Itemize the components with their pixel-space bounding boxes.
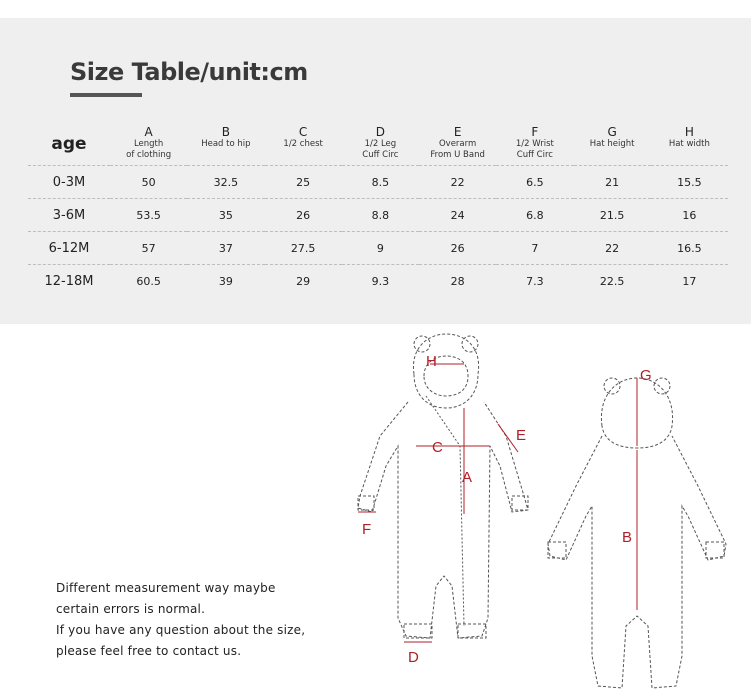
age-cell: 12-18M: [28, 265, 110, 298]
column-description: Hat height: [589, 139, 635, 149]
table-cell: 39: [187, 265, 264, 298]
column-header-h: [651, 123, 728, 166]
table-cell: 28: [419, 265, 496, 298]
column-code: E: [453, 125, 462, 139]
table-cell: 21.5: [574, 199, 651, 232]
table-cell: 7.3: [496, 265, 573, 298]
note-line: please feel free to contact us.: [56, 644, 242, 658]
table-cell: 6.8: [496, 199, 573, 232]
label-e: E: [516, 427, 527, 444]
column-description: Hat width: [668, 139, 710, 149]
label-b: B: [622, 529, 633, 546]
table-cell: 22.5: [574, 265, 651, 298]
table-header-row: [28, 123, 728, 166]
label-h: H: [426, 353, 437, 370]
column-header-c: [265, 123, 342, 166]
size-table: [28, 123, 728, 297]
measurement-labels: [362, 353, 652, 666]
age-cell: 3-6M: [28, 199, 110, 232]
table-cell: 27.5: [265, 232, 342, 265]
table-cell: 8.8: [342, 199, 419, 232]
table-cell: 16: [651, 199, 728, 232]
table-cell: 16.5: [651, 232, 728, 265]
table-row: [28, 265, 728, 298]
table-cell: 8.5: [342, 166, 419, 199]
note-line: If you have any question about the size,: [56, 623, 306, 637]
table-cell: 9: [342, 232, 419, 265]
table-cell: 22: [574, 232, 651, 265]
label-d: D: [408, 649, 419, 666]
table-cell: 26: [419, 232, 496, 265]
table-cell: 53.5: [110, 199, 187, 232]
column-code: G: [607, 125, 617, 139]
table-row: [28, 166, 728, 199]
table-row: [28, 232, 728, 265]
age-cell: 6-12M: [28, 232, 110, 265]
column-header-b: [187, 123, 264, 166]
table-cell: 9.3: [342, 265, 419, 298]
title-underline: [70, 93, 142, 97]
table-cell: 32.5: [187, 166, 264, 199]
column-description: Length of clothing: [126, 139, 172, 160]
page-title: Size Table/unit:cm: [70, 58, 308, 86]
size-table-panel: [0, 18, 751, 324]
column-header-f: [496, 123, 573, 166]
table-cell: 50: [110, 166, 187, 199]
front-romper-illustration: [358, 334, 528, 638]
column-header-g: [574, 123, 651, 166]
table-cell: 26: [265, 199, 342, 232]
column-description: 1/2 Wrist Cuff Circ: [515, 139, 554, 160]
column-header-e: [419, 123, 496, 166]
table-cell: 35: [187, 199, 264, 232]
table-cell: 29: [265, 265, 342, 298]
romper-measurement-diagram: [340, 326, 751, 693]
column-code: D: [375, 125, 385, 139]
table-cell: 7: [496, 232, 573, 265]
table-cell: 25: [265, 166, 342, 199]
age-column-header: age: [51, 133, 87, 154]
table-cell: 6.5: [496, 166, 573, 199]
label-c: C: [432, 439, 443, 456]
column-code: B: [221, 125, 230, 139]
table-cell: 57: [110, 232, 187, 265]
note-line: Different measurement way maybe: [56, 581, 276, 595]
age-cell: 0-3M: [28, 166, 110, 199]
column-code: H: [684, 125, 694, 139]
note-line: certain errors is normal.: [56, 602, 206, 616]
column-code: F: [531, 125, 539, 139]
column-description: 1/2 Leg Cuff Circ: [362, 139, 399, 160]
column-code: A: [144, 125, 153, 139]
label-f: F: [362, 521, 372, 538]
table-cell: 21: [574, 166, 651, 199]
column-code: C: [298, 125, 308, 139]
measurement-note: [56, 578, 305, 662]
table-cell: 37: [187, 232, 264, 265]
column-header-a: [110, 123, 187, 166]
label-g: G: [640, 367, 652, 384]
table-cell: 17: [651, 265, 728, 298]
table-cell: 15.5: [651, 166, 728, 199]
column-description: 1/2 chest: [283, 139, 323, 149]
column-header-d: [342, 123, 419, 166]
table-row: [28, 199, 728, 232]
table-cell: 22: [419, 166, 496, 199]
label-a: A: [462, 469, 473, 486]
column-description: Overarm From U Band: [430, 139, 485, 160]
table-cell: 24: [419, 199, 496, 232]
column-description: Head to hip: [201, 139, 251, 149]
measurement-lines: [358, 364, 637, 642]
table-cell: 60.5: [110, 265, 187, 298]
